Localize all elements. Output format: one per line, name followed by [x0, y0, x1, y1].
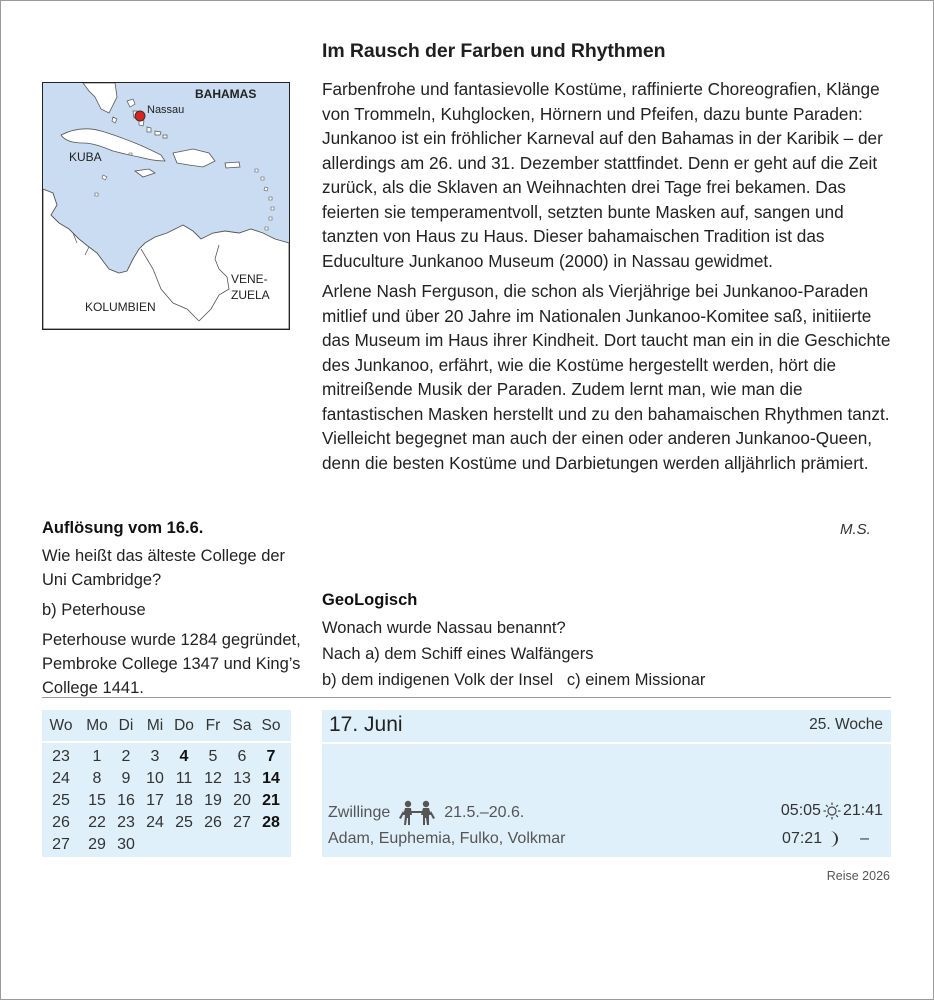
weekday-label: Fr	[205, 717, 221, 734]
day-date: 17. Juni	[329, 713, 403, 736]
map-label-venezuela-2: ZUELA	[231, 288, 270, 302]
day-info	[322, 744, 891, 857]
calendar-day-sunday: 14	[262, 770, 280, 787]
calendar-day: 10	[146, 770, 164, 787]
geo-question: Wonach wurde Nassau benannt?	[322, 619, 566, 637]
week-number: 24	[52, 770, 70, 787]
moon-times	[782, 830, 869, 848]
article-title: Im Rausch der Farben und Rhythmen	[322, 40, 666, 62]
article-body	[322, 77, 892, 475]
moonset-time: –	[860, 830, 869, 847]
calendar-week-row	[42, 834, 291, 856]
article-paragraph: Farbenfrohe und fantasievolle Kostüme, raffinierte Choreografien, Klänge von Trommeln, Kuhglocken, Hörnern und Pfeifen, dazu bunte Paraden: Junkanoo ist ein fröhlicher Karneval auf den Bahamas in der Karibik – der allerdings am 26. und 31. Dezember stattfindet. Denn er geht auf die Zeit zurück, als die Sklaven an Weihnachten drei Tage frei bekamen. Das feierten sie temperamentvoll, setzten bunte Masken auf, sangen und tanzten von Haus zu Haus. Dieser bahamaischen Tradition ist das Educulture Junkanoo Museum (2000) in Nassau gewidmet.	[322, 79, 883, 271]
zodiac-line	[328, 800, 524, 826]
calendar-day: 9	[121, 770, 131, 787]
article-paragraph: Arlene Nash Ferguson, die schon als Vierjährige bei Junkanoo-Paraden mitlief und über 20 Jahre im Nationalen Junkanoo-Komitee saß, initiierte das Museum im Haus ihrer Kindheit. Dort taucht man ein in die Geschichte des Junkanoo, erfährt, wie die Kostüme hergestellt werden, hört die mitreißende Musik der Paraden. Zudem lernt man, wie man die fantastischen Masken herstellt und zu den bahamaischen Rhythmen tanzt. Vielleicht begegnet man auch der einen oder anderen Junkanoo-Queen, denn die besten Kostüme und Darbietungen werden alljährlich prämiert.	[322, 281, 891, 473]
map-label-kuba: KUBA	[69, 150, 102, 164]
zodiac-range: 21.5.–20.6.	[444, 804, 525, 821]
answer-solution: b) Peterhouse	[42, 601, 146, 619]
calendar-day: 3	[150, 748, 160, 765]
geo-quiz	[322, 588, 882, 694]
calendar-day: 30	[117, 836, 135, 853]
geo-title: GeoLogisch	[322, 591, 418, 609]
answer-question: Wie heißt das älteste College der Uni Cambridge?	[42, 547, 286, 589]
week-number: 27	[52, 836, 70, 853]
map-label-nassau: Nassau	[147, 104, 185, 116]
calendar-day: 8	[92, 770, 102, 787]
weekday-label: Do	[174, 717, 194, 734]
calendar-day: 5	[208, 748, 218, 765]
month-calendar	[42, 710, 291, 857]
calendar-day: 20	[233, 792, 251, 809]
calendar-day: 18	[175, 792, 193, 809]
geo-options-bc	[322, 668, 882, 692]
calendar-day: 29	[88, 836, 106, 853]
week-number: 25	[52, 792, 70, 809]
calendar-day: 13	[233, 770, 251, 787]
gemini-icon	[396, 800, 438, 826]
map-label-kolumbien: KOLUMBIEN	[85, 300, 156, 314]
calendar-day: 2	[121, 748, 131, 765]
calendar-day: 15	[88, 792, 106, 809]
calendar-day: 19	[204, 792, 222, 809]
calendar-day-sunday: 7	[266, 748, 276, 765]
calendar-day: 1	[92, 748, 102, 765]
geo-option-c: c) einem Missionar	[566, 671, 706, 689]
calendar-week-row	[42, 768, 291, 790]
name-days: Adam, Euphemia, Fulko, Volkmar	[328, 830, 566, 847]
article-author: M.S.	[840, 521, 871, 538]
map-label-bahamas: BAHAMAS	[195, 87, 257, 101]
geo-option-b: b) dem indigenen Volk der Insel	[322, 671, 554, 689]
calendar-weekday-header	[42, 710, 291, 740]
day-header	[322, 710, 891, 742]
moon-icon	[826, 830, 840, 848]
week-number: 26	[52, 814, 70, 831]
sunset-time: 21:41	[842, 802, 883, 819]
calendar-day: 27	[233, 814, 251, 831]
weekday-label-sunday: So	[261, 717, 281, 734]
calendar-day-holiday: 4	[179, 748, 189, 765]
week-number-label: 25. Woche	[809, 716, 883, 733]
answer-explanation: Peterhouse wurde 1284 gegründet, Pembroke College 1347 und King’s College 1441.	[42, 631, 301, 697]
calendar-week-row	[42, 746, 291, 768]
weekday-label: Di	[118, 717, 134, 734]
calendar-day: 17	[146, 792, 164, 809]
weekday-label: Mi	[146, 717, 164, 734]
calendar-day-sunday: 28	[262, 814, 280, 831]
calendar-week-row	[42, 812, 291, 834]
calendar-day: 23	[117, 814, 135, 831]
sun-times	[781, 802, 883, 820]
week-number: 23	[52, 748, 70, 765]
divider	[42, 697, 891, 698]
sunrise-time: 05:05	[780, 802, 821, 819]
calendar-day: 6	[237, 748, 247, 765]
geo-option-a: Nach a) dem Schiff eines Walfängers	[322, 645, 594, 663]
moonrise-time: 07:21	[782, 830, 823, 847]
caribbean-map	[42, 82, 290, 330]
calendar-day: 25	[175, 814, 193, 831]
calendar-day: 16	[117, 792, 135, 809]
footer-label: Reise 2026	[826, 869, 890, 883]
calendar-day: 26	[204, 814, 222, 831]
weekday-label: Sa	[232, 717, 252, 734]
map-label-venezuela-1: VENE-	[231, 272, 268, 286]
weekday-label: Mo	[86, 717, 108, 734]
calendar-day: 22	[88, 814, 106, 831]
calendar-week-row	[42, 790, 291, 812]
answer-title: Auflösung vom 16.6.	[42, 519, 204, 537]
calendar-day: 24	[146, 814, 164, 831]
weekday-label: Wo	[49, 717, 73, 734]
calendar-day: 12	[204, 770, 222, 787]
calendar-day-sunday: 21	[262, 792, 280, 809]
sun-icon	[823, 802, 841, 820]
answer-block	[42, 516, 312, 706]
zodiac-sign: Zwillinge	[328, 804, 391, 821]
calendar-day: 11	[175, 770, 193, 787]
calendar-separator	[42, 741, 291, 743]
